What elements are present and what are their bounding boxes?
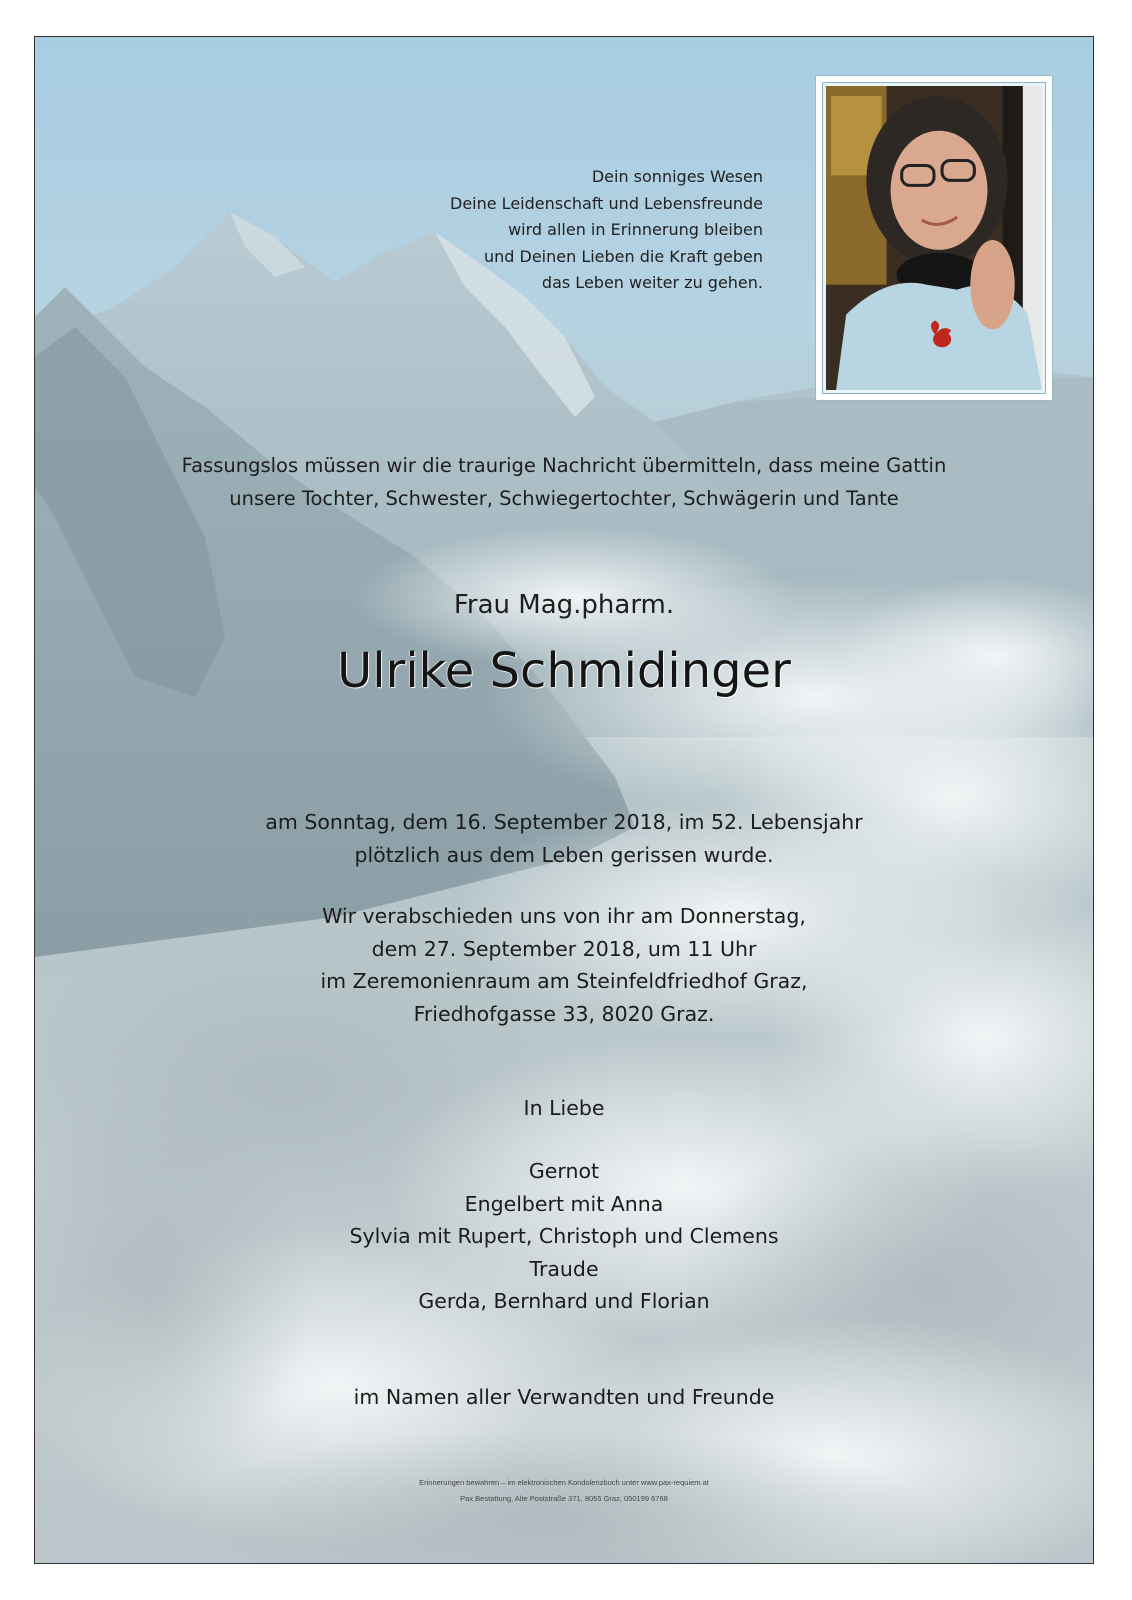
family-member: Gerda, Bernhard und Florian — [418, 1289, 710, 1313]
family-member: Gernot — [528, 1159, 600, 1183]
closing-text: In Liebe — [523, 1096, 605, 1120]
footer-condolence-line: Erinnerungen bewahren – im elektronischen Kondolenzbuch unter www.pax-requiem.at — [419, 1478, 709, 1487]
deceased-title: Frau Mag.pharm. — [453, 590, 675, 620]
family-member: Engelbert mit Anna — [464, 1191, 664, 1216]
deceased-name: Ulrike Schmidinger — [337, 643, 791, 699]
death-line: plötzlich aus dem Leben gerissen wurde. — [354, 842, 774, 867]
death-line: am Sonntag, dem 16. September 2018, im 52. Lebensjahr — [265, 810, 863, 834]
ceremony-line: im Zeremonienraum am Steinfeldfriedhof Graz, — [320, 969, 808, 993]
poem-line: wird allen in Erinnerung bleiben — [508, 220, 763, 239]
family-list — [35, 1155, 1093, 1318]
footer — [35, 1475, 1093, 1507]
ceremony-line: Friedhofgasse 33, 8020 Graz. — [413, 1001, 715, 1026]
ceremony-line: Wir verabschieden uns von ihr am Donnerstag, — [322, 904, 806, 928]
portrait-photo — [822, 82, 1046, 394]
poem-line: Deine Leidenschaft und Lebensfreunde — [450, 193, 763, 213]
relatives-text: im Namen aller Verwandten und Freunde — [353, 1385, 775, 1409]
portrait-frame — [815, 75, 1053, 401]
ceremony-line: dem 27. September 2018, um 11 Uhr — [371, 936, 757, 961]
intro-line: Fassungslos müssen wir die traurige Nachricht übermitteln, dass meine Gattin — [181, 454, 947, 477]
family-member: Sylvia mit Rupert, Christoph und Clemens — [349, 1224, 779, 1248]
death-notice — [35, 806, 1093, 871]
ceremony-info — [35, 900, 1093, 1030]
poem-line: Dein sonniges Wesen — [591, 167, 763, 186]
obituary-card — [34, 36, 1094, 1564]
intro-line: unsere Tochter, Schwester, Schwiegertochter, Schwägerin und Tante — [229, 487, 899, 510]
poem-line: das Leben weiter zu gehen. — [541, 273, 763, 292]
footer-address-line: Pax Bestattung, Alte Poststraße 371, 8055 Graz, 050199 6768 — [460, 1494, 668, 1503]
poem — [450, 164, 763, 297]
family-member: Traude — [529, 1256, 599, 1281]
poem-line: und Deinen Lieben die Kraft geben — [483, 246, 763, 266]
intro-text — [35, 449, 1093, 515]
